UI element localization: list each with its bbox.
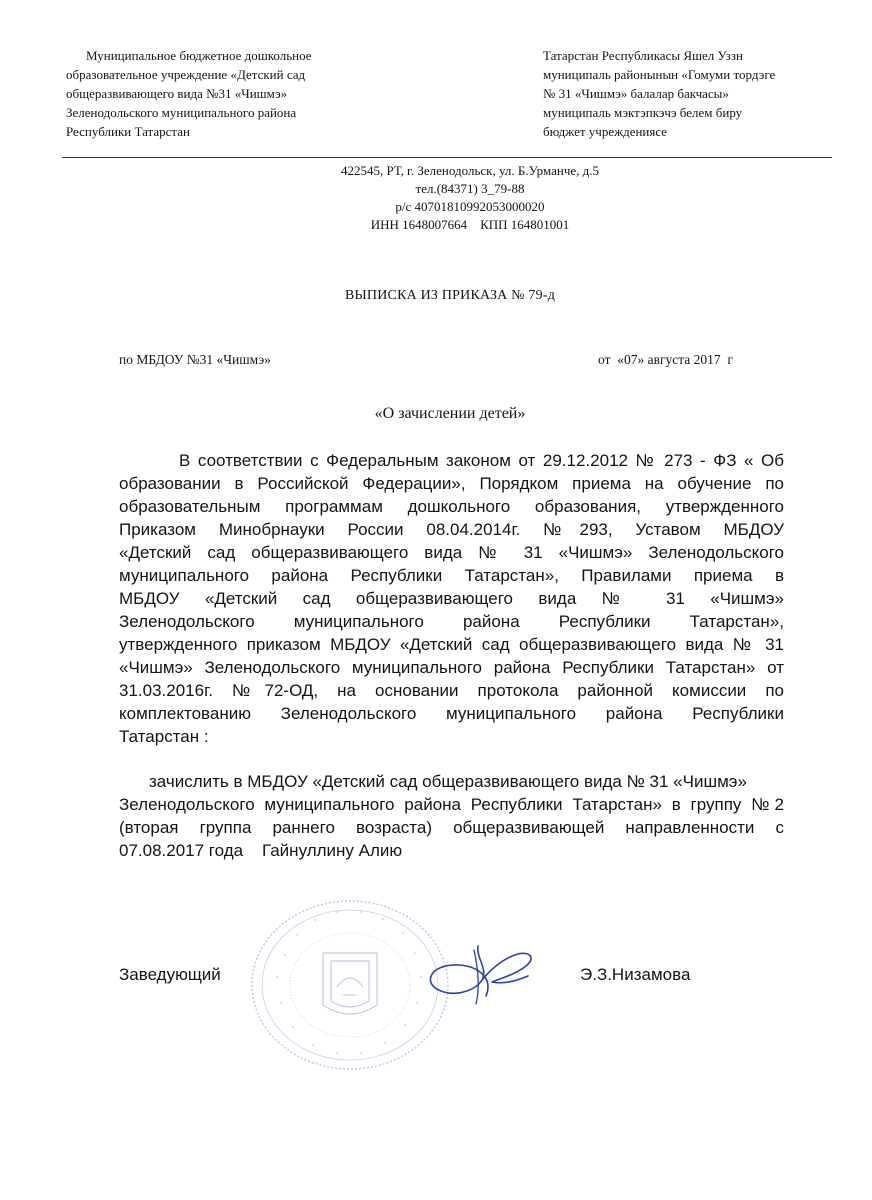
paragraph-line: Зеленодольского муниципального района Республики Татарстан», [119, 612, 784, 631]
paragraph-line: «Детский сад общеразвивающего вида № 31 «Чишмэ» Зеленодольского [119, 543, 784, 562]
organization-label: по МБДОУ №31 «Чишмэ» [119, 352, 271, 367]
handwritten-signature-icon [418, 938, 548, 1008]
paragraph-basis [119, 449, 784, 748]
header-right-line: муниципаль мэктэпкэчэ белем биру [543, 105, 743, 120]
document-subject: «О зачислении детей» [374, 405, 526, 422]
signatory-position: Заведующий [119, 965, 221, 984]
paragraph-line: образовании в Российской Федерации», Порядком приема на обучение по [119, 474, 784, 493]
paragraph-line: муниципального района Республики Татарстан», Правилами приема в [119, 566, 784, 585]
header-right-line: Татарстан Республикасы Яшел Уззн [543, 48, 743, 63]
header-left-line: образовательное учреждение «Детский сад [66, 67, 306, 82]
paragraph-line: Приказом Минобрнауки России 08.04.2014г. №293, Уставом МБДОУ [119, 520, 784, 539]
paragraph-line: утвержденного приказом МБДОУ «Детский сад общеразвивающего вида № 31 [119, 635, 784, 654]
bank-account-line: р/с 40701810992053000020 [395, 199, 545, 214]
paragraph-line: Татарстан : [119, 727, 209, 746]
paragraph-line: «Чишмэ» Зеленодольского муниципального района Республики Татарстан» от [119, 658, 784, 677]
header-right-line: бюджет учреждениясе [543, 124, 668, 139]
header-right-line: муниципаль районынын «Гомуми тордэге [543, 67, 776, 82]
document-title: ВЫПИСКА ИЗ ПРИКАЗА № 79-д [344, 288, 556, 303]
paragraph-order [119, 770, 784, 862]
paragraph-line: 31.03.2016г. №72-ОД, на основании протокола районной комиссии по [119, 681, 784, 700]
header-left-line: Республики Татарстан [66, 124, 190, 139]
address-line: 422545, РТ, г. Зеленодольск, ул. Б.Урманче, д.5 [341, 163, 599, 178]
phone-line: тел.(84371) 3_79-88 [415, 181, 525, 196]
header-divider [62, 157, 832, 158]
paragraph-line: образовательным программам дошкольного образования, утвержденного [119, 497, 784, 516]
signatory-name: Э.З.Низамова [580, 965, 691, 984]
paragraph-line: В соответствии с Федеральным законом от 29.12.2012 № 273 - ФЗ « Об [179, 451, 784, 470]
paragraph-line: Зеленодольского муниципального района Республики Татарстан» в группу №2 [119, 795, 784, 814]
paragraph-line: (вторая группа раннего возраста) общеразвивающей направленности с [119, 818, 784, 837]
paragraph-line: зачислить в МБДОУ «Детский сад общеразвивающего вида № 31 «Чишмэ» [149, 772, 747, 791]
header-left-line: Зеленодольского муниципального района [66, 105, 297, 120]
paragraph-line: МБДОУ «Детский сад общеразвивающего вида № 31 «Чишмэ» [119, 589, 784, 608]
header-left-line: Муниципальное бюджетное дошкольное [86, 48, 312, 63]
document-date: от «07» августа 2017 г [598, 352, 733, 367]
paragraph-line: комплектованию Зеленодольского муниципального района Республики [119, 704, 784, 723]
inn-kpp-line: ИНН 1648007664 КПП 164801001 [370, 217, 570, 232]
paragraph-line: 07.08.2017 года Гайнуллину Алию [119, 841, 403, 860]
header-left-line: общеразвивающего вида №31 «Чишмэ» [66, 86, 288, 101]
header-right-line: № 31 «Чишмэ» балалар бакчасы» [543, 86, 729, 101]
